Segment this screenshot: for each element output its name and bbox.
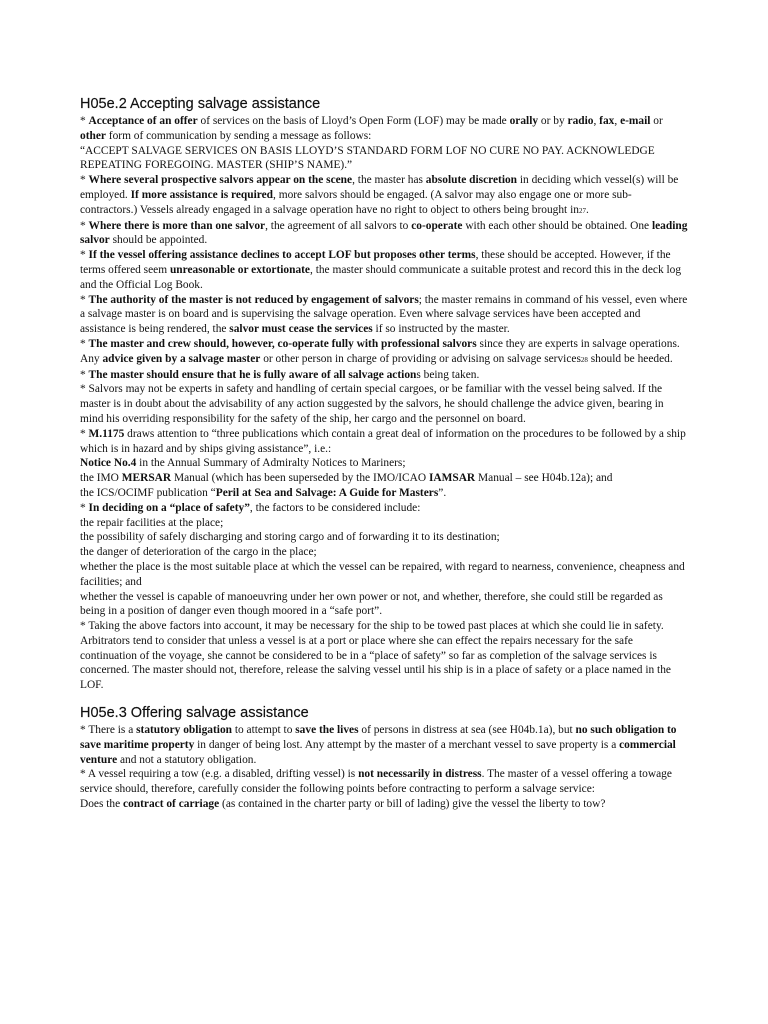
paragraph	[80, 723, 688, 767]
text-run: of services on the basis of Lloyd’s Open Form (LOF) may be made	[197, 115, 510, 127]
text-run: . The master of a vessel offering a towage service should, therefore, carefully consider the following points before contracting to perform a salvage service:	[80, 768, 672, 796]
text-run: *	[80, 219, 89, 232]
text-run: Does the	[80, 798, 124, 811]
text-run: , the master should communicate a suitable protest and record this in the deck log and the Official Log Book.	[80, 263, 682, 291]
section-heading: H05e.3 Offering salvage assistance	[80, 705, 309, 722]
text-run: s being taken.	[416, 368, 480, 381]
text-run: the danger of deterioration of the cargo in the place;	[80, 546, 317, 559]
paragraph	[80, 293, 688, 337]
paragraph	[80, 173, 688, 218]
paragraph	[80, 337, 688, 368]
text-run: , the master has	[352, 174, 426, 187]
text-run: *	[80, 174, 89, 187]
text-run: , more salvors should be engaged. (A salvor may also engage one or more sub-contractors.) Vessels already engaged in a salvage operation have no right to object to others being brought in	[80, 188, 632, 216]
text-run: draws attention to “three publications which contain a great deal of information on the procedures to be followed by a ship which is in hazard and by ships giving assistance”, i.e.:	[80, 427, 686, 455]
text-run: “ACCEPT SALVAGE SERVICES ON BASIS LLOYD’S STANDARD FORM LOF NO CURE NO PAY. ACKNOWLEDGE REPEATING FOREGOING. MASTER (SHIP’S NAME).”	[80, 144, 655, 172]
paragraph	[80, 114, 688, 144]
text-run: the repair facilities at the place;	[80, 516, 224, 529]
text-run: ,	[593, 115, 600, 127]
text-run: with each other should be obtained. One	[462, 219, 652, 232]
text-run: in danger of being lost. Any attempt by the master of a merchant vessel to save property is a	[194, 738, 620, 751]
text-run: whether the vessel is capable of manoeuvring under her own power or not, and whether, therefore, she could still be regarded as being in a position of danger even though moored in a “safe port”.	[80, 590, 663, 618]
text-run: since they are experts in salvage operations. Any	[80, 337, 680, 365]
text-run: * A vessel requiring a tow (e.g. a disabled, drifting vessel) is	[80, 768, 359, 781]
text-run: *	[80, 368, 89, 381]
section-accepting-salvage	[80, 95, 688, 693]
text-run: ,	[614, 115, 621, 127]
paragraph	[80, 590, 688, 620]
section-body	[80, 114, 688, 693]
text-run: or by	[538, 115, 568, 127]
text-run: * There is a	[80, 724, 137, 737]
bold-text: unreasonable or extortionate	[169, 263, 310, 276]
bold-text: If more assistance is required	[130, 188, 274, 201]
text-run: if so instructed by the master.	[372, 323, 510, 336]
bold-text: statutory obligation	[136, 724, 232, 737]
text-run: .	[585, 203, 589, 216]
text-run: and not a statutory obligation.	[117, 753, 257, 766]
paragraph	[80, 530, 688, 545]
paragraph	[80, 560, 688, 590]
bold-text: commercial venture	[80, 738, 676, 766]
text-run: the possibility of safely discharging and storing cargo and of forwarding it to its destination;	[80, 531, 500, 544]
text-run: , the factors to be considered include:	[249, 501, 421, 514]
text-run: *	[80, 293, 89, 306]
paragraph	[80, 471, 688, 486]
text-run: ; the master remains in command of his vessel, even where a salvage master is on board and is supervising the salvage operation. Even where salvage services have been accepted and assistance is being rendered, the	[80, 293, 688, 336]
paragraph	[80, 619, 688, 693]
text-run: should be heeded.	[587, 352, 673, 365]
bold-text: Where there is more than one salvor	[88, 219, 266, 232]
bold-text: advice given by a salvage master	[102, 352, 261, 365]
bold-text: Where several prospective salvors appear on the scene	[88, 174, 353, 187]
paragraph	[80, 144, 688, 174]
paragraph	[80, 456, 688, 471]
text-run: (as contained in the charter party or bill of lading) give the vessel the liberty to tow?	[219, 798, 606, 811]
bold-text: fax	[599, 115, 615, 127]
text-run: in the Annual Summary of Admiralty Notices to Mariners;	[136, 457, 406, 470]
bold-text: absolute discretion	[425, 174, 518, 187]
section-body	[80, 723, 688, 812]
bold-text: The master should ensure that he is fully aware of all salvage action	[88, 368, 417, 381]
text-run: to attempt to	[231, 724, 296, 737]
bold-text: not necessarily in distress	[358, 768, 482, 781]
text-run: or other person in charge of providing or advising on salvage services	[260, 352, 581, 365]
paragraph	[80, 368, 688, 383]
text-run: ”.	[438, 486, 447, 499]
text-run: *	[80, 427, 89, 440]
text-run: Manual (which has been superseded by the IMO/ICAO	[171, 472, 429, 485]
text-run: , the agreement of all salvors to	[265, 219, 412, 232]
bold-text: contract of carriage	[123, 798, 220, 811]
bold-text: Notice No.4	[80, 457, 137, 470]
text-run: of persons in distress at sea (see H04b.1a), but	[358, 724, 576, 737]
bold-text: Peril at Sea and Salvage: A Guide for Masters	[215, 486, 439, 499]
bold-text: The authority of the master is not reduced by engagement of salvors	[88, 293, 419, 306]
paragraph	[80, 382, 688, 426]
bold-text: salvor must cease the services	[229, 323, 373, 336]
bold-text: co-operate	[411, 219, 463, 232]
text-run: whether the place is the most suitable place at which the vessel can be repaired, with regard to nearness, convenience, cheapness and facilities; and	[80, 560, 685, 588]
text-run: in deciding which vessel(s) will be employed.	[80, 174, 679, 201]
text-run: or	[650, 115, 663, 127]
bold-text: e-mail	[620, 115, 651, 127]
bold-text: no such obligation to save maritime property	[80, 724, 677, 751]
text-run: , these should be accepted. However, if the terms offered seem	[80, 249, 671, 276]
text-run: * Taking the above factors into account, it may be necessary for the ship to be towed past places at which she could lie in safety. Arbitrators tend to consider that unless a vessel is at a port or place where she can effect the repairs necessary for the safe continuation of the voyage, she cannot be considered to be in a “place of safety” so far as completion of the salvage services is concerned. The master should not, therefore, release the salving vessel until his ship is in a place of safety or a place named in the LOF.	[80, 620, 671, 692]
text-run: the IMO	[80, 472, 122, 485]
paragraph	[80, 797, 688, 812]
bold-text: Acceptance of an offer	[88, 115, 198, 127]
text-run: *	[80, 249, 89, 262]
footnote-ref: 27	[578, 206, 586, 215]
bold-text: IAMSAR	[428, 472, 476, 485]
text-run: *	[80, 337, 89, 350]
paragraph	[80, 486, 688, 501]
bold-text: M.1175	[88, 427, 125, 440]
bold-text: The master and crew should, however, co-operate fully with professional salvors	[88, 337, 477, 350]
bold-text: In deciding on a “place of safety”	[88, 501, 250, 514]
text-run: * Salvors may not be experts in safety and handling of certain special cargoes, or be familiar with the vessel being salved. If the master is in doubt about the advisability of any action suggested by the salvors, he should challenge the advice given, bearing in mind his overriding responsibility for the safety of the ship, her cargo and the personnel on board.	[80, 383, 664, 425]
section-offering-salvage	[80, 704, 688, 812]
text-run: the ICS/OCIMF publication “	[80, 486, 216, 499]
bold-text: orally	[509, 115, 539, 127]
paragraph	[80, 427, 688, 457]
text-run: Manual – see H04b.12a); and	[475, 472, 613, 485]
bold-text: save the lives	[295, 724, 359, 737]
bold-text: other	[80, 129, 106, 142]
section-heading: H05e.2 Accepting salvage assistance	[80, 96, 321, 112]
bold-text: radio	[567, 115, 594, 127]
bold-text: leading salvor	[80, 219, 688, 247]
paragraph	[80, 219, 688, 249]
text-run: *	[80, 501, 89, 514]
paragraph	[80, 248, 688, 292]
footnote-ref: 28	[580, 355, 588, 364]
text-run: form of communication by sending a message as follows:	[105, 129, 372, 142]
bold-text: MERSAR	[121, 472, 172, 485]
bold-text: If the vessel offering assistance declines to accept LOF but proposes other terms	[88, 249, 476, 262]
paragraph	[80, 501, 688, 516]
paragraph	[80, 545, 688, 560]
paragraph	[80, 516, 688, 531]
paragraph	[80, 767, 688, 797]
page-content	[80, 95, 688, 812]
text-run: should be appointed.	[109, 234, 208, 247]
text-run: *	[80, 115, 89, 127]
